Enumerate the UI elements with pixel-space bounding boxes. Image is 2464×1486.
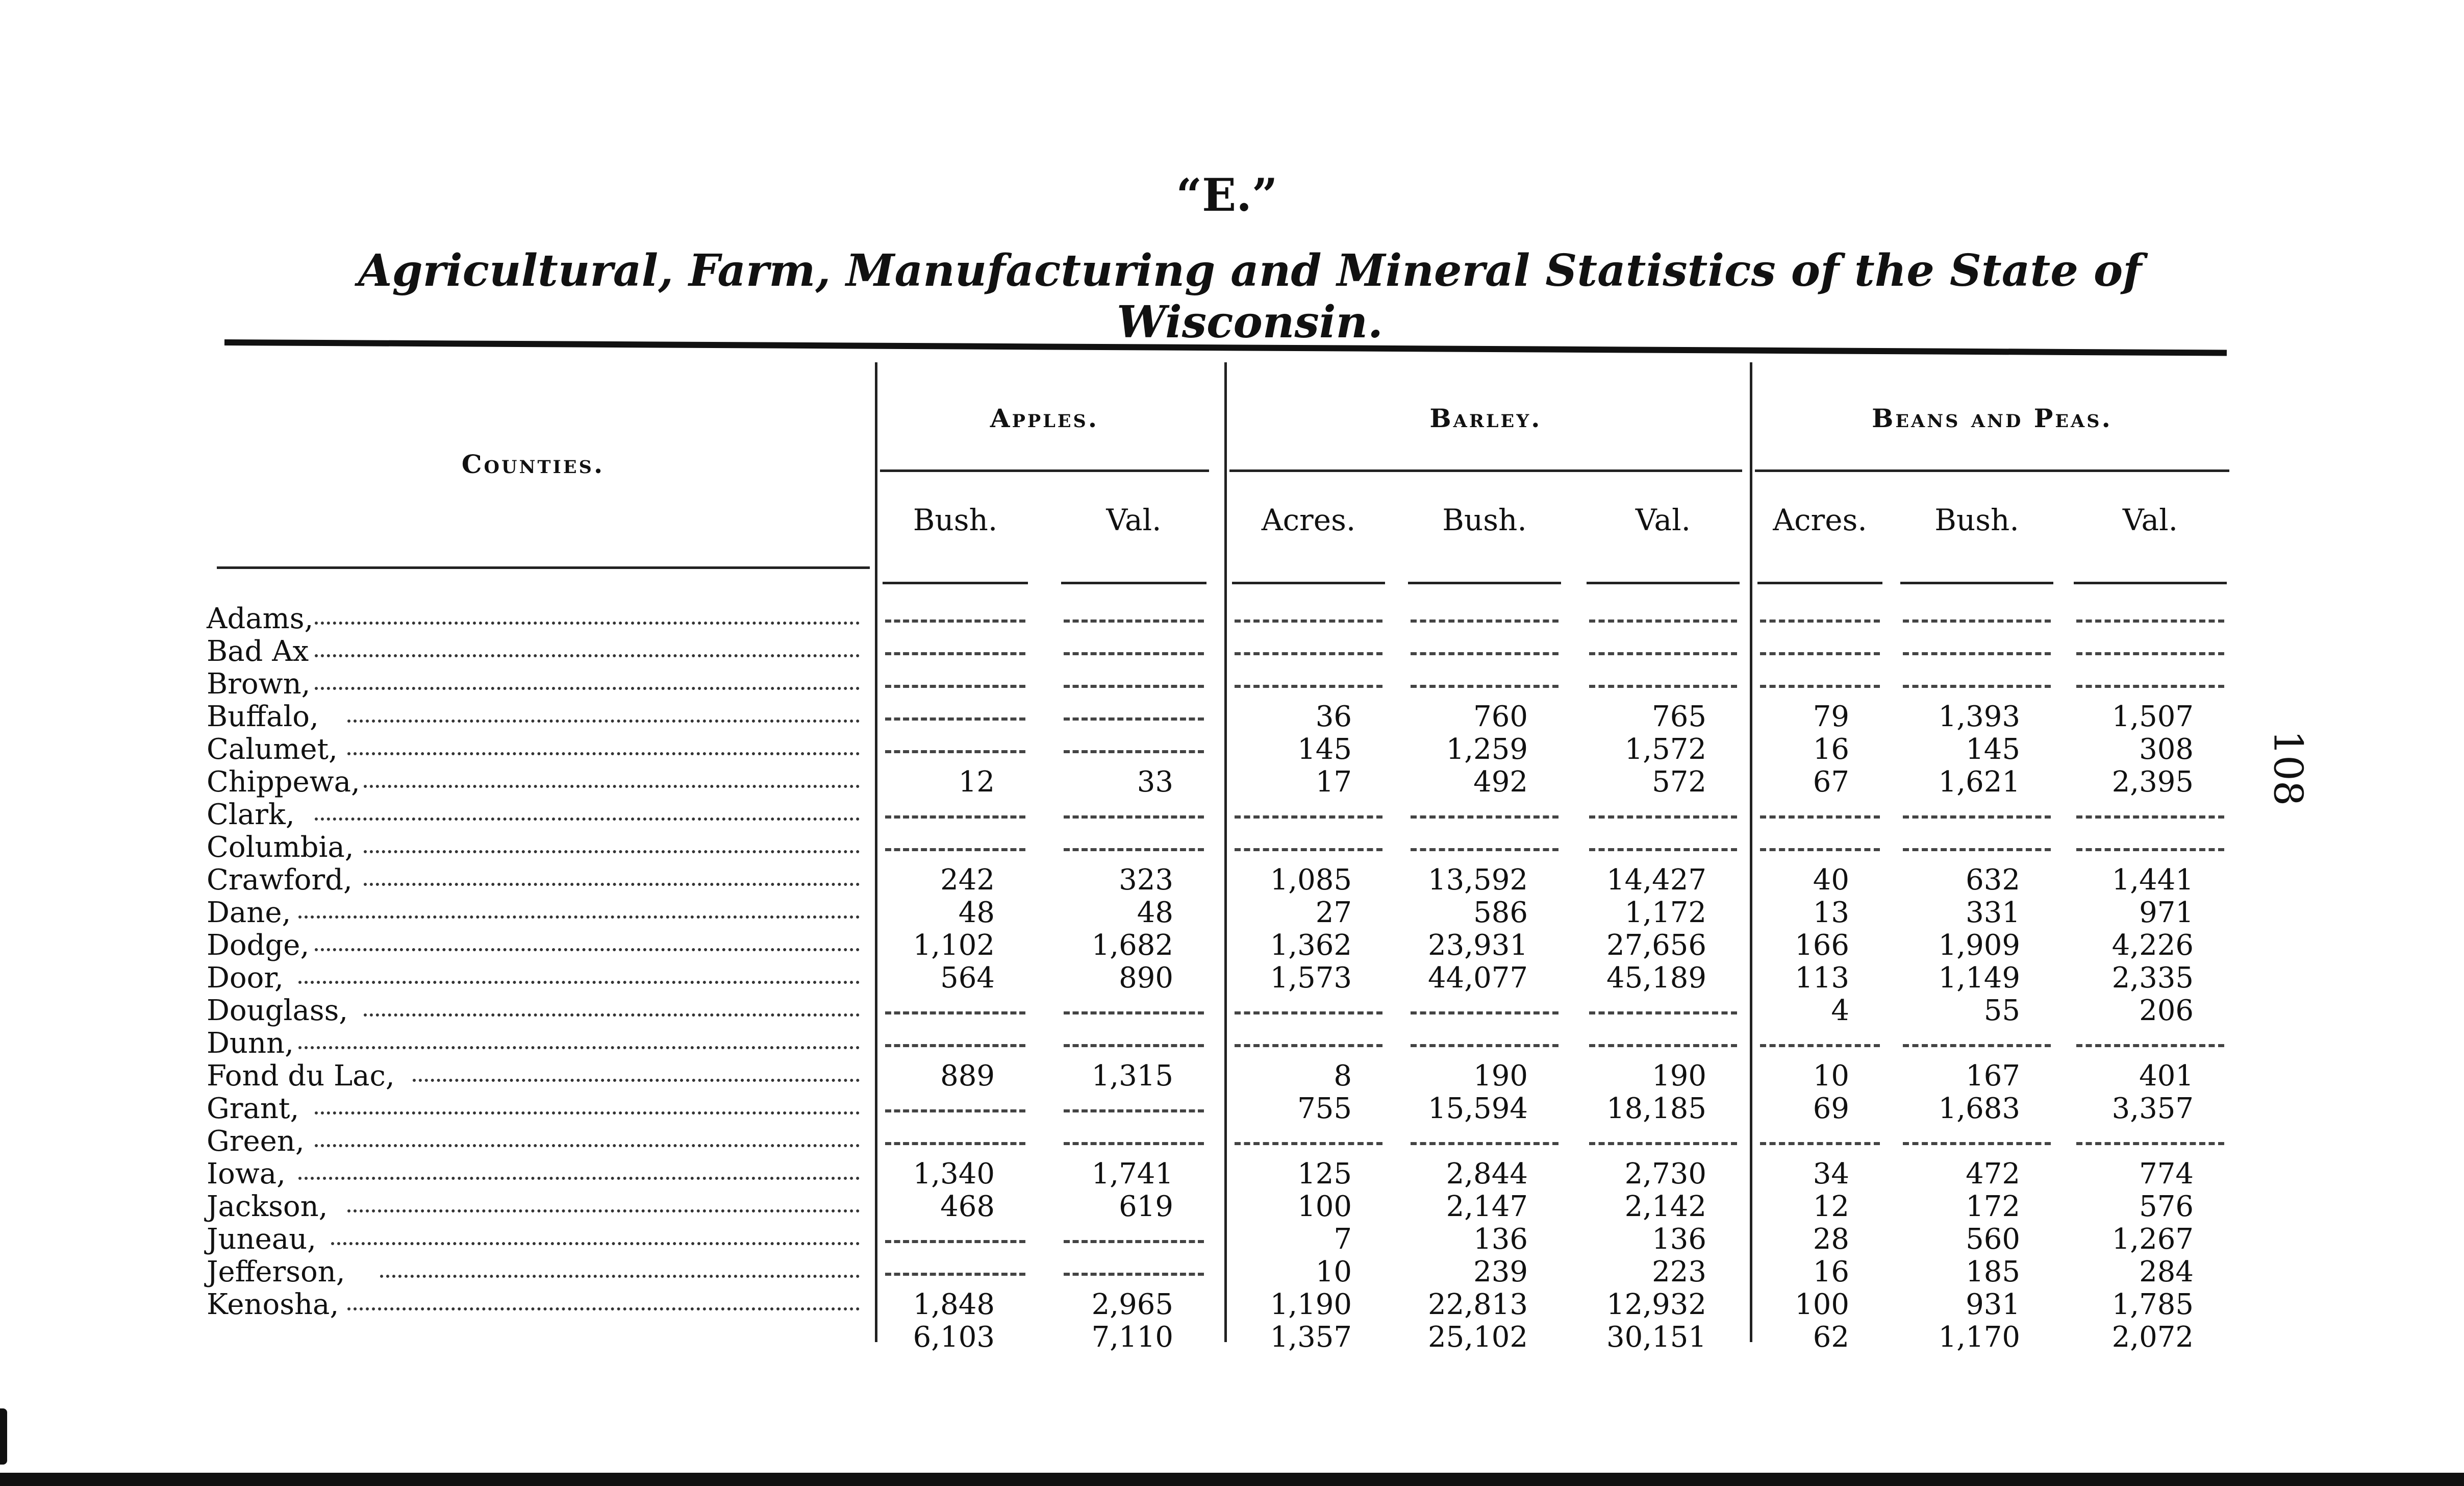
leader-dots	[380, 1275, 860, 1278]
group-rule-1	[1229, 469, 1742, 472]
table-cell: 79	[1813, 700, 1849, 733]
empty-cell-dash	[1064, 1044, 1204, 1047]
empty-cell-dash	[1411, 1142, 1558, 1145]
table-cell: 2,730	[1624, 1157, 1706, 1191]
leader-dots	[364, 850, 860, 853]
table-cell: 1,572	[1624, 733, 1706, 766]
county-name: Columbia,	[207, 831, 354, 864]
scan-edge-mark	[0, 1408, 7, 1465]
column-header-rule	[1408, 582, 1561, 584]
county-name: Dunn,	[207, 1027, 294, 1060]
table-cell: 323	[1119, 863, 1173, 897]
table-cell: 765	[1652, 700, 1706, 733]
table-cell: 971	[2139, 896, 2194, 929]
column-header: Val.	[1106, 503, 1162, 537]
table-cell: 2,072	[2111, 1321, 2194, 1354]
empty-cell-dash	[885, 1011, 1025, 1014]
county-name: Door,	[207, 961, 284, 995]
empty-cell-dash	[1903, 620, 2051, 623]
empty-cell-dash	[1064, 620, 1204, 623]
county-name: Clark,	[207, 798, 295, 831]
table-cell: 34	[1813, 1157, 1849, 1191]
column-header: Acres.	[1261, 503, 1356, 537]
table-cell: 586	[1473, 896, 1528, 929]
empty-cell-dash	[1903, 1142, 2051, 1145]
table-cell: 2,147	[1446, 1190, 1528, 1223]
county-name: Grant,	[207, 1092, 299, 1125]
empty-cell-dash	[2076, 685, 2224, 688]
table-row	[202, 994, 2232, 1027]
table-cell: 3,357	[2111, 1092, 2194, 1125]
table-cell: 33	[1137, 765, 1173, 799]
table-cell: 6,103	[913, 1321, 995, 1354]
column-header-rule	[2074, 582, 2227, 584]
table-row	[202, 1027, 2232, 1059]
county-name: Bad Ax	[207, 635, 309, 668]
table-cell: 166	[1795, 929, 1849, 962]
empty-cell-dash	[1903, 1044, 2051, 1047]
county-name: Jackson,	[207, 1190, 328, 1223]
leader-dots	[315, 948, 860, 951]
column-header: Bush.	[913, 503, 998, 537]
empty-cell-dash	[1235, 848, 1382, 851]
table-cell: 23,931	[1428, 929, 1528, 962]
empty-cell-dash	[2076, 1142, 2224, 1145]
leader-dots	[315, 687, 860, 690]
table-cell: 576	[2139, 1190, 2194, 1223]
table-cell: 1,682	[1091, 929, 1173, 962]
table-cell: 242	[940, 863, 995, 897]
column-header: Val.	[2122, 503, 2178, 537]
group-header-0: Apples.	[990, 403, 1099, 433]
table-cell: 1,362	[1270, 929, 1352, 962]
table-cell: 468	[940, 1190, 995, 1223]
empty-cell-dash	[1760, 685, 1880, 688]
table-cell: 25,102	[1428, 1321, 1528, 1354]
table-row	[202, 1125, 2232, 1157]
table-cell: 619	[1119, 1190, 1173, 1223]
table-cell: 67	[1813, 765, 1849, 799]
group-header-2: Beans and Peas.	[1872, 403, 2113, 433]
empty-cell-dash	[1064, 1109, 1204, 1112]
empty-cell-dash	[1903, 685, 2051, 688]
table-cell: 113	[1795, 961, 1849, 995]
table-cell: 4,226	[2111, 929, 2194, 962]
leader-dots	[331, 1242, 860, 1245]
table-cell: 1,085	[1270, 863, 1352, 897]
empty-cell-dash	[1235, 652, 1382, 655]
table-cell: 492	[1473, 765, 1528, 799]
empty-cell-dash	[885, 717, 1025, 721]
empty-cell-dash	[1903, 815, 2051, 819]
empty-cell-dash	[1589, 652, 1737, 655]
empty-cell-dash	[2076, 1044, 2224, 1047]
table-cell: 10	[1315, 1255, 1352, 1289]
table-cell: 185	[1966, 1255, 2020, 1289]
empty-cell-dash	[885, 815, 1025, 819]
table-row	[202, 667, 2232, 700]
empty-cell-dash	[1760, 1142, 1880, 1145]
leader-dots	[315, 1144, 860, 1147]
table-cell: 14,427	[1606, 863, 1706, 897]
scan-bottom-border	[0, 1473, 2464, 1486]
table-row	[202, 1288, 2232, 1321]
table-cell: 4	[1831, 994, 1849, 1027]
county-name: Brown,	[207, 667, 311, 701]
table-cell: 145	[1297, 733, 1352, 766]
column-header: Acres.	[1773, 503, 1867, 537]
table-cell: 100	[1795, 1288, 1849, 1321]
leader-dots	[364, 785, 860, 788]
table-row	[202, 961, 2232, 994]
column-header-rule	[1757, 582, 1882, 584]
table-cell: 8	[1334, 1059, 1352, 1093]
table-cell: 564	[940, 961, 995, 995]
leader-dots	[298, 1177, 860, 1180]
table-row	[202, 765, 2232, 798]
county-name: Fond du Lac,	[207, 1059, 395, 1093]
table-cell: 136	[1473, 1223, 1528, 1256]
table-cell: 36	[1315, 700, 1352, 733]
empty-cell-dash	[1760, 848, 1880, 851]
table-cell: 16	[1813, 733, 1849, 766]
leader-dots	[347, 1209, 860, 1212]
table-cell: 27	[1315, 896, 1352, 929]
leader-dots	[347, 1307, 860, 1310]
table-row	[202, 929, 2232, 961]
leader-dots	[347, 752, 860, 755]
empty-cell-dash	[885, 652, 1025, 655]
empty-cell-dash	[1064, 685, 1204, 688]
leader-dots	[315, 1111, 860, 1114]
empty-cell-dash	[2076, 848, 2224, 851]
table-cell: 12	[958, 765, 995, 799]
county-name: Dane,	[207, 896, 291, 929]
table-cell: 755	[1297, 1092, 1352, 1125]
empty-cell-dash	[2076, 652, 2224, 655]
table-cell: 62	[1813, 1321, 1849, 1354]
table-cell: 1,172	[1624, 896, 1706, 929]
table-cell: 1,785	[2111, 1288, 2194, 1321]
table-cell: 1,267	[2111, 1223, 2194, 1256]
table-cell: 572	[1652, 765, 1706, 799]
table-cell: 13	[1813, 896, 1849, 929]
table-cell: 1,190	[1270, 1288, 1352, 1321]
table-cell: 1,683	[1938, 1092, 2020, 1125]
empty-cell-dash	[1064, 750, 1204, 753]
counties-header: Counties.	[461, 449, 605, 479]
empty-cell-dash	[1589, 815, 1737, 819]
table-row	[202, 635, 2232, 667]
county-name: Jefferson,	[207, 1255, 345, 1289]
empty-cell-dash	[1064, 1273, 1204, 1276]
leader-dots	[298, 915, 860, 919]
empty-cell-dash	[1589, 1142, 1737, 1145]
table-cell: 18,185	[1606, 1092, 1706, 1125]
table-cell: 2,335	[2111, 961, 2194, 995]
empty-cell-dash	[1064, 652, 1204, 655]
table-cell: 12	[1813, 1190, 1849, 1223]
empty-cell-dash	[885, 1109, 1025, 1112]
county-name: Kenosha,	[207, 1288, 339, 1321]
leader-dots	[315, 654, 860, 657]
leader-dots	[347, 720, 860, 723]
table-cell: 2,965	[1091, 1288, 1173, 1321]
empty-cell-dash	[1064, 717, 1204, 721]
column-header-rule	[883, 582, 1028, 584]
table-cell: 69	[1813, 1092, 1849, 1125]
table-cell: 401	[2139, 1059, 2194, 1093]
empty-cell-dash	[1064, 1011, 1204, 1014]
table-cell: 889	[940, 1059, 995, 1093]
table-cell: 1,848	[913, 1288, 995, 1321]
empty-cell-dash	[1064, 1240, 1204, 1243]
table-cell: 7	[1334, 1223, 1352, 1256]
empty-cell-dash	[1589, 1011, 1737, 1014]
leader-dots	[364, 883, 860, 886]
empty-cell-dash	[1064, 848, 1204, 851]
header-bottom-rule	[217, 566, 870, 569]
column-header-rule	[1900, 582, 2053, 584]
empty-cell-dash	[885, 1273, 1025, 1276]
table-row	[202, 831, 2232, 863]
table-cell: 560	[1966, 1223, 2020, 1256]
leader-dots	[315, 818, 860, 821]
empty-cell-dash	[1235, 685, 1382, 688]
page-number: 108	[2265, 730, 2311, 806]
table-cell: 223	[1652, 1255, 1706, 1289]
table-row	[202, 1092, 2232, 1125]
table-row	[202, 1157, 2232, 1190]
column-header: Bush.	[1442, 503, 1527, 537]
table-cell: 28	[1813, 1223, 1849, 1256]
empty-cell-dash	[1411, 685, 1558, 688]
county-name: Juneau,	[207, 1223, 316, 1256]
county-name: Adams,	[207, 602, 314, 635]
empty-cell-dash	[885, 848, 1025, 851]
table-cell: 760	[1473, 700, 1528, 733]
table-cell: 125	[1297, 1157, 1352, 1191]
table-cell: 1,441	[2111, 863, 2194, 897]
table-cell: 190	[1652, 1059, 1706, 1093]
leader-dots	[364, 1013, 860, 1017]
empty-cell-dash	[2076, 815, 2224, 819]
column-header: Val.	[1635, 503, 1691, 537]
county-name: Dodge,	[207, 929, 310, 962]
empty-cell-dash	[1760, 652, 1880, 655]
county-name: Buffalo,	[207, 700, 319, 733]
table-cell: 1,573	[1270, 961, 1352, 995]
leader-dots	[413, 1079, 860, 1082]
empty-cell-dash	[1064, 815, 1204, 819]
county-name: Green,	[207, 1125, 305, 1158]
table-cell: 136	[1652, 1223, 1706, 1256]
table-cell: 1,170	[1938, 1321, 2020, 1354]
table-cell: 2,844	[1446, 1157, 1528, 1191]
table-cell: 48	[1137, 896, 1173, 929]
empty-cell-dash	[1064, 1142, 1204, 1145]
empty-cell-dash	[885, 750, 1025, 753]
table-cell: 13,592	[1428, 863, 1528, 897]
table-cell: 172	[1966, 1190, 2020, 1223]
empty-cell-dash	[1411, 620, 1558, 623]
empty-cell-dash	[1760, 815, 1880, 819]
table-cell: 1,741	[1091, 1157, 1173, 1191]
table-cell: 15,594	[1428, 1092, 1528, 1125]
table-cell: 12,932	[1606, 1288, 1706, 1321]
column-header-rule	[1587, 582, 1740, 584]
county-name: Douglass,	[207, 994, 348, 1027]
table-row	[202, 1059, 2232, 1092]
table-cell: 145	[1966, 733, 2020, 766]
table-cell: 27,656	[1606, 929, 1706, 962]
table-row	[202, 1190, 2232, 1223]
empty-cell-dash	[1411, 1011, 1558, 1014]
table-cell: 2,395	[2111, 765, 2194, 799]
empty-cell-dash	[1235, 1044, 1382, 1047]
table-cell: 16	[1813, 1255, 1849, 1289]
empty-cell-dash	[2076, 620, 2224, 623]
table-cell: 48	[958, 896, 995, 929]
empty-cell-dash	[1411, 1044, 1558, 1047]
empty-cell-dash	[1589, 848, 1737, 851]
empty-cell-dash	[1235, 620, 1382, 623]
column-header: Bush.	[1934, 503, 2019, 537]
empty-cell-dash	[1411, 815, 1558, 819]
table-row	[202, 700, 2232, 733]
table-cell: 1,340	[913, 1157, 995, 1191]
table-cell: 7,110	[1091, 1321, 1173, 1354]
table-cell: 239	[1473, 1255, 1528, 1289]
empty-cell-dash	[1903, 848, 2051, 851]
table-cell: 774	[2139, 1157, 2194, 1191]
table-row	[202, 798, 2232, 831]
table-cell: 1,507	[2111, 700, 2194, 733]
column-header-rule	[1232, 582, 1385, 584]
county-name: Iowa,	[207, 1157, 286, 1191]
table-cell: 1,102	[913, 929, 995, 962]
empty-cell-dash	[1411, 848, 1558, 851]
table-cell: 30,151	[1606, 1321, 1706, 1354]
group-rule-0	[880, 469, 1209, 472]
table-cell: 190	[1473, 1059, 1528, 1093]
empty-cell-dash	[1589, 1044, 1737, 1047]
table-cell: 55	[1983, 994, 2020, 1027]
table-cell: 40	[1813, 863, 1849, 897]
table-cell: 45,189	[1606, 961, 1706, 995]
table-cell: 1,315	[1091, 1059, 1173, 1093]
table-cell: 632	[1966, 863, 2020, 897]
table-row	[202, 733, 2232, 765]
table-cell: 890	[1119, 961, 1173, 995]
empty-cell-dash	[885, 685, 1025, 688]
statistics-table	[202, 362, 2232, 1363]
table-cell: 22,813	[1428, 1288, 1528, 1321]
table-cell: 331	[1966, 896, 2020, 929]
group-header-1: Barley.	[1429, 403, 1542, 433]
table-cell: 100	[1297, 1190, 1352, 1223]
table-row	[202, 602, 2232, 635]
empty-cell-dash	[1235, 815, 1382, 819]
empty-cell-dash	[885, 1142, 1025, 1145]
table-cell: 472	[1966, 1157, 2020, 1191]
table-cell: 284	[2139, 1255, 2194, 1289]
table-cell: 167	[1966, 1059, 2020, 1093]
document-title: Agricultural, Farm, Manufacturing and Mineral Statistics of the State of Wisconsin.	[358, 245, 2142, 348]
table-cell: 1,621	[1938, 765, 2020, 799]
county-name: Chippewa,	[207, 765, 360, 799]
county-name: Crawford,	[207, 863, 353, 897]
table-cell: 44,077	[1428, 961, 1528, 995]
county-name: Calumet,	[207, 733, 338, 766]
table-cell: 1,149	[1938, 961, 2020, 995]
empty-cell-dash	[1589, 620, 1737, 623]
empty-cell-dash	[885, 1044, 1025, 1047]
empty-cell-dash	[1235, 1011, 1382, 1014]
table-cell: 931	[1966, 1288, 2020, 1321]
leader-dots	[315, 622, 860, 625]
table-cell: 206	[2139, 994, 2194, 1027]
empty-cell-dash	[1760, 1044, 1880, 1047]
table-row	[202, 1321, 2232, 1353]
empty-cell-dash	[885, 620, 1025, 623]
empty-cell-dash	[1589, 685, 1737, 688]
table-cell: 2,142	[1624, 1190, 1706, 1223]
empty-cell-dash	[1411, 652, 1558, 655]
empty-cell-dash	[1235, 1142, 1382, 1145]
table-row	[202, 1255, 2232, 1288]
leader-dots	[298, 1046, 860, 1049]
section-heading: “E.”	[1176, 168, 1278, 221]
leader-dots	[298, 981, 860, 984]
table-cell: 1,259	[1446, 733, 1528, 766]
empty-cell-dash	[885, 1240, 1025, 1243]
column-header-rule	[1061, 582, 1206, 584]
table-cell: 1,393	[1938, 700, 2020, 733]
table-row	[202, 863, 2232, 896]
group-rule-2	[1755, 469, 2229, 472]
table-cell: 10	[1813, 1059, 1849, 1093]
table-cell: 17	[1315, 765, 1352, 799]
empty-cell-dash	[1760, 620, 1880, 623]
table-cell: 1,909	[1938, 929, 2020, 962]
table-row	[202, 896, 2232, 929]
table-cell: 308	[2139, 733, 2194, 766]
empty-cell-dash	[1903, 652, 2051, 655]
table-row	[202, 1223, 2232, 1255]
table-cell: 1,357	[1270, 1321, 1352, 1354]
